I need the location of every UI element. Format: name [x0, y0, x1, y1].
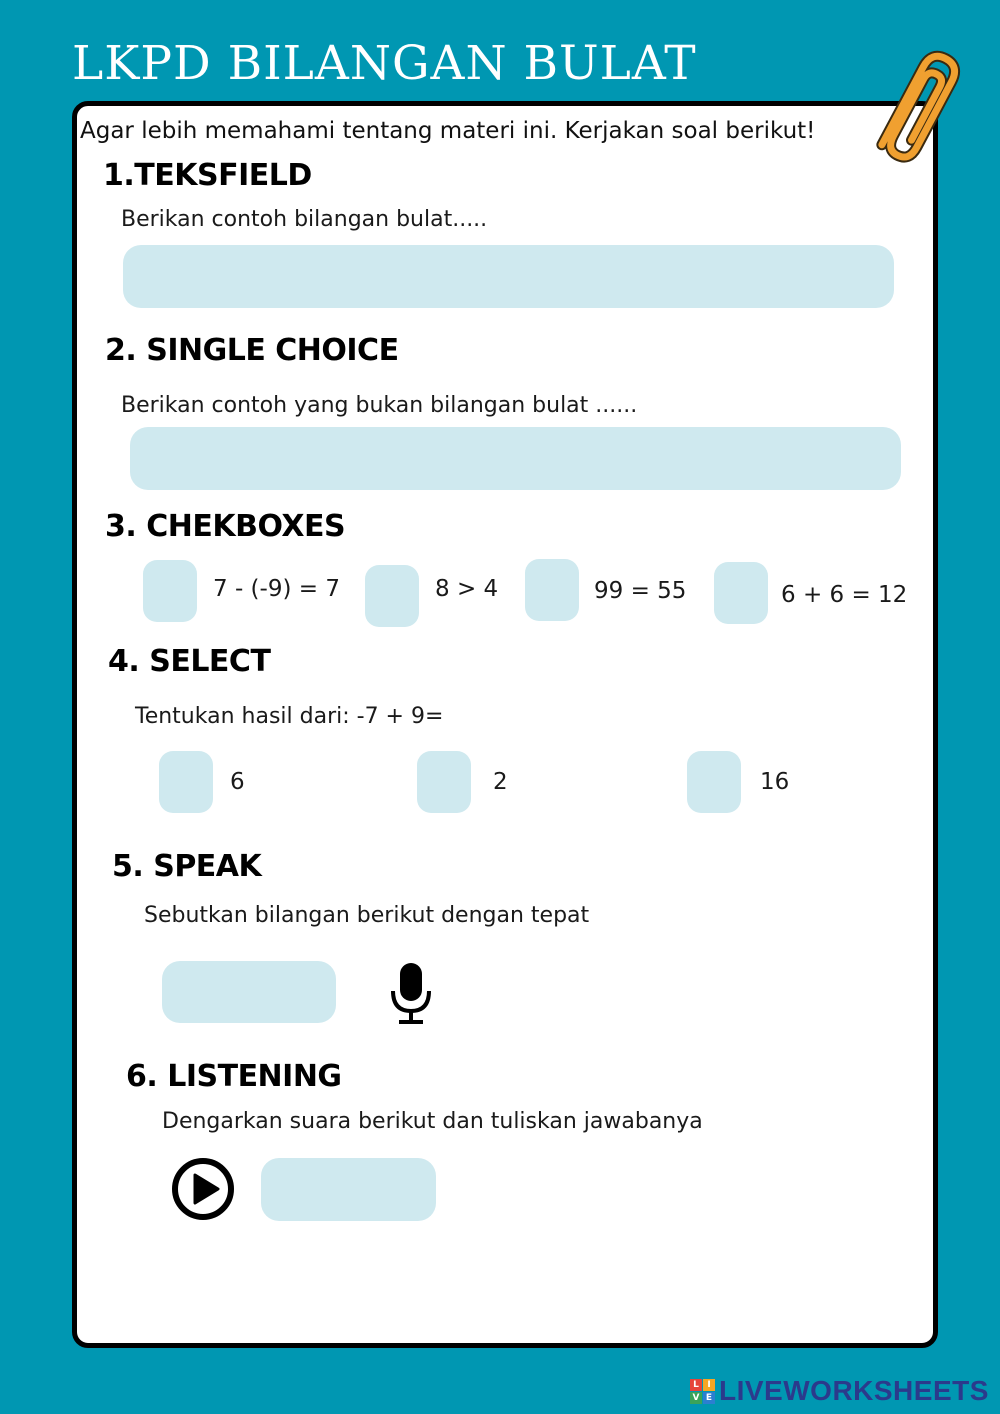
intro-text: Agar lebih memahami tentang materi ini. Kerjakan soal berikut!: [80, 118, 816, 144]
liveworksheets-brand: [690, 1374, 989, 1408]
q3-option-4-label: 6 + 6 = 12: [781, 582, 908, 608]
q3-option-2-label: 8 > 4: [435, 576, 499, 602]
q1-prompt: Berikan contoh bilangan bulat.....: [121, 207, 488, 232]
q2-prompt: Berikan contoh yang bukan bilangan bulat ......: [121, 393, 638, 418]
liveworksheets-logo-icon: [690, 1379, 715, 1404]
q3-checkbox-2[interactable]: [365, 565, 419, 627]
q4-option-3-label: 16: [760, 769, 790, 795]
q4-heading: 4. SELECT: [108, 644, 271, 679]
paperclip-icon: [865, 38, 965, 178]
q6-answer-field[interactable]: [261, 1158, 436, 1221]
logo-letter-v: V: [690, 1392, 702, 1404]
q2-choice-field[interactable]: [130, 427, 901, 490]
worksheet-card: [72, 101, 938, 1348]
logo-letter-l: L: [690, 1379, 702, 1391]
q3-option-3-label: 99 = 55: [594, 578, 687, 604]
q4-option-1-label: 6: [230, 769, 245, 795]
q5-answer-field[interactable]: [162, 961, 336, 1023]
q6-heading: 6. LISTENING: [126, 1059, 342, 1094]
q3-heading: 3. CHEKBOXES: [105, 509, 346, 544]
logo-letter-e: E: [703, 1392, 715, 1404]
q3-checkbox-3[interactable]: [525, 559, 579, 621]
q4-option-2-label: 2: [493, 769, 508, 795]
q5-prompt: Sebutkan bilangan berikut dengan tepat: [144, 903, 590, 928]
play-icon[interactable]: [170, 1156, 236, 1226]
q3-checkbox-4[interactable]: [714, 562, 768, 624]
q1-heading: 1.TEKSFIELD: [103, 158, 312, 193]
q2-heading: 2. SINGLE CHOICE: [105, 333, 399, 368]
q1-text-field[interactable]: [123, 245, 894, 308]
q3-option-1-label: 7 - (-9) = 7: [213, 576, 340, 602]
q5-heading: 5. SPEAK: [112, 849, 262, 884]
page-title: LKPD BILANGAN BULAT: [72, 36, 697, 91]
q3-checkbox-1[interactable]: [143, 560, 197, 622]
q4-select-box-3[interactable]: [687, 751, 741, 813]
q4-prompt: Tentukan hasil dari: -7 + 9=: [135, 704, 444, 729]
q4-select-box-2[interactable]: [417, 751, 471, 813]
logo-letter-i: I: [703, 1379, 715, 1391]
q6-prompt: Dengarkan suara berikut dan tuliskan jawabanya: [162, 1109, 703, 1134]
microphone-icon[interactable]: [388, 961, 434, 1029]
brand-name: LIVEWORKSHEETS: [719, 1375, 989, 1406]
q4-select-box-1[interactable]: [159, 751, 213, 813]
